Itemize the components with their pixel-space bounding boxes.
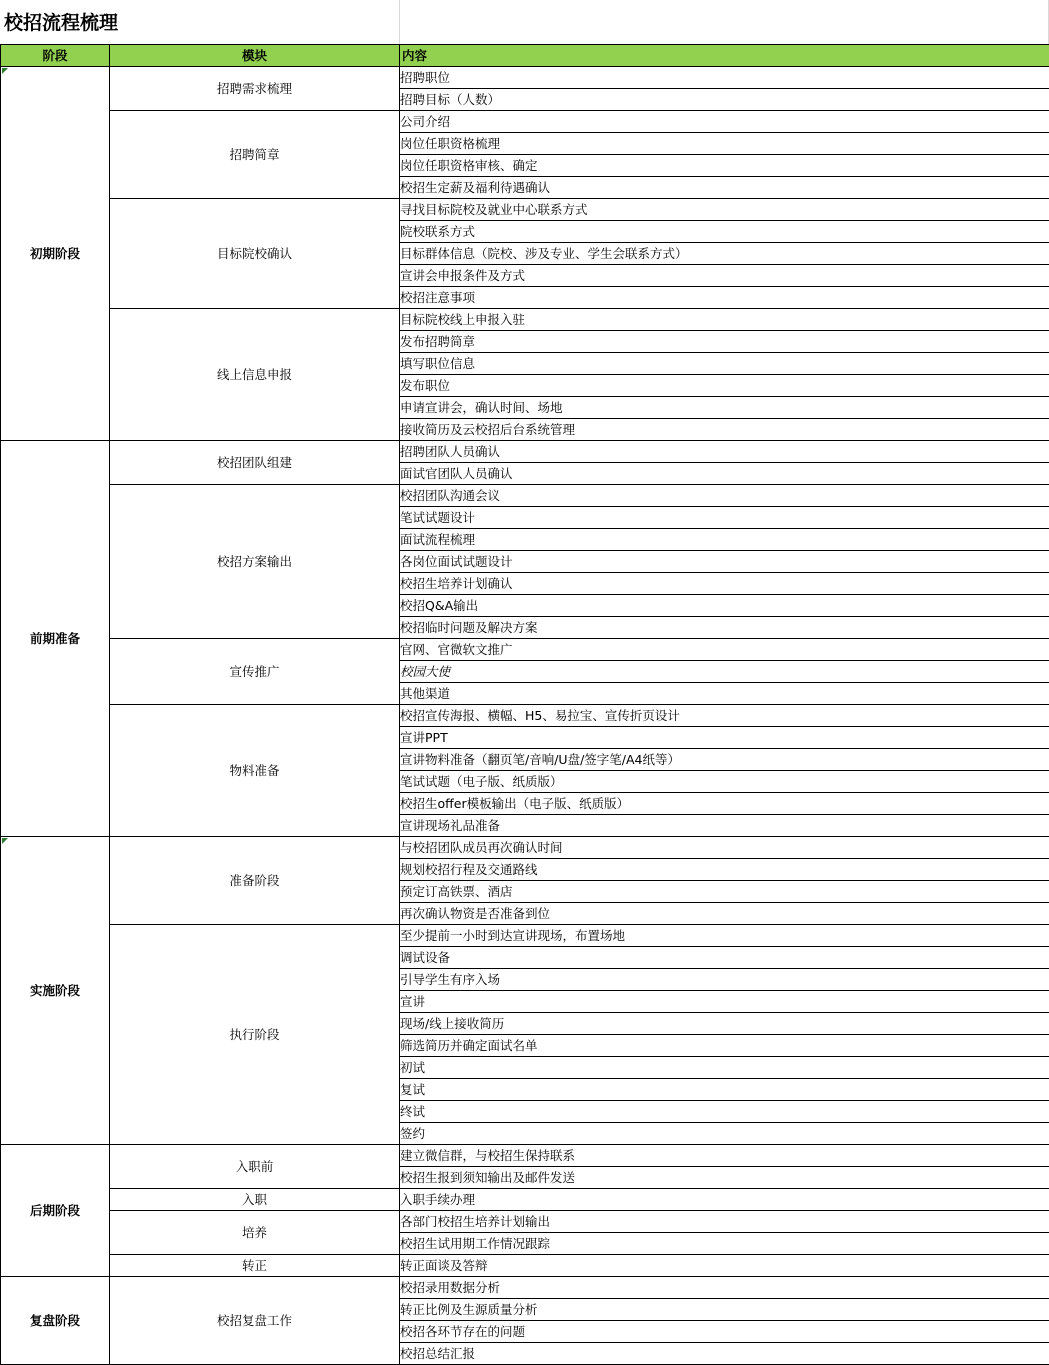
title-row	[0, 0, 1049, 44]
content-cell[interactable]: 规划校招行程及交通路线	[400, 859, 1049, 881]
content-cell[interactable]: 校招生定薪及福利待遇确认	[400, 177, 1049, 199]
module-cell[interactable]: 招聘需求梳理	[110, 67, 400, 111]
content-cell[interactable]: 宣讲会申报条件及方式	[400, 265, 1049, 287]
module-cell[interactable]: 校招复盘工作	[110, 1277, 400, 1365]
content-cell[interactable]: 申请宣讲会，确认时间、场地	[400, 397, 1049, 419]
table-row	[1, 309, 1049, 331]
table-row	[1, 199, 1049, 221]
content-cell[interactable]: 各岗位面试试题设计	[400, 551, 1049, 573]
comment-indicator-icon	[2, 68, 8, 74]
module-cell[interactable]: 培养	[110, 1211, 400, 1255]
content-cell[interactable]: 寻找目标院校及就业中心联系方式	[400, 199, 1049, 221]
sheet-title: 校招流程梳理	[4, 12, 119, 34]
table-row	[1, 1255, 1049, 1277]
table-row	[1, 837, 1049, 859]
comment-indicator-icon	[2, 838, 8, 844]
content-cell[interactable]: 校招录用数据分析	[400, 1277, 1049, 1299]
gridline	[399, 0, 400, 44]
table-row	[1, 1211, 1049, 1233]
module-cell[interactable]: 入职前	[110, 1145, 400, 1189]
module-cell[interactable]: 线上信息申报	[110, 309, 400, 441]
table-row	[1, 705, 1049, 727]
content-cell[interactable]: 入职手续办理	[400, 1189, 1049, 1211]
content-cell[interactable]: 接收简历及云校招后台系统管理	[400, 419, 1049, 441]
content-cell[interactable]: 校招总结汇报	[400, 1343, 1049, 1365]
content-cell[interactable]: 面试流程梳理	[400, 529, 1049, 551]
content-cell[interactable]: 校招临时问题及解决方案	[400, 617, 1049, 639]
content-cell[interactable]: 岗位任职资格梳理	[400, 133, 1049, 155]
table-row	[1, 925, 1049, 947]
content-cell[interactable]: 招聘团队人员确认	[400, 441, 1049, 463]
content-cell[interactable]: 建立微信群，与校招生保持联系	[400, 1145, 1049, 1167]
content-cell[interactable]: 调试设备	[400, 947, 1049, 969]
stage-cell[interactable]: 后期阶段	[1, 1145, 110, 1277]
content-cell[interactable]: 岗位任职资格审核、确定	[400, 155, 1049, 177]
content-cell[interactable]: 初试	[400, 1057, 1049, 1079]
content-cell[interactable]: 公司介绍	[400, 111, 1049, 133]
module-cell[interactable]: 执行阶段	[110, 925, 400, 1145]
module-cell[interactable]: 校招方案输出	[110, 485, 400, 639]
content-cell[interactable]: 校招生offer模板输出（电子版、纸质版）	[400, 793, 1049, 815]
content-cell[interactable]: 校招团队沟通会议	[400, 485, 1049, 507]
table-row	[1, 111, 1049, 133]
content-cell[interactable]: 再次确认物资是否准备到位	[400, 903, 1049, 925]
content-cell[interactable]: 笔试试题（电子版、纸质版）	[400, 771, 1049, 793]
content-cell[interactable]: 至少提前一小时到达宣讲现场，布置场地	[400, 925, 1049, 947]
table-row	[1, 639, 1049, 661]
stage-cell[interactable]: 初期阶段	[1, 67, 110, 441]
module-cell[interactable]: 招聘简章	[110, 111, 400, 199]
content-cell[interactable]: 预定订高铁票、酒店	[400, 881, 1049, 903]
content-cell[interactable]: 筛选简历并确定面试名单	[400, 1035, 1049, 1057]
table-row	[1, 67, 1049, 89]
module-cell[interactable]: 宣传推广	[110, 639, 400, 705]
content-cell[interactable]: 转正面谈及答辩	[400, 1255, 1049, 1277]
module-cell[interactable]: 物料准备	[110, 705, 400, 837]
content-cell[interactable]: 宣讲	[400, 991, 1049, 1013]
table-row	[1, 1277, 1049, 1299]
content-cell[interactable]: 目标院校线上申报入驻	[400, 309, 1049, 331]
header-row	[1, 45, 1049, 67]
content-cell[interactable]: 宣讲现场礼品准备	[400, 815, 1049, 837]
module-cell[interactable]: 入职	[110, 1189, 400, 1211]
module-cell[interactable]: 准备阶段	[110, 837, 400, 925]
table-row	[1, 441, 1049, 463]
content-cell[interactable]: 笔试试题设计	[400, 507, 1049, 529]
content-cell[interactable]: 与校招团队成员再次确认时间	[400, 837, 1049, 859]
module-cell[interactable]: 校招团队组建	[110, 441, 400, 485]
content-cell[interactable]: 签约	[400, 1123, 1049, 1145]
content-cell[interactable]: 校招生报到须知输出及邮件发送	[400, 1167, 1049, 1189]
content-cell[interactable]: 宣讲PPT	[400, 727, 1049, 749]
content-cell[interactable]: 各部门校招生培养计划输出	[400, 1211, 1049, 1233]
content-cell[interactable]: 校招生培养计划确认	[400, 573, 1049, 595]
content-cell[interactable]: 校招宣传海报、横幅、H5、易拉宝、宣传折页设计	[400, 705, 1049, 727]
content-cell[interactable]: 校招注意事项	[400, 287, 1049, 309]
content-cell[interactable]: 发布职位	[400, 375, 1049, 397]
content-cell[interactable]: 校招Q&A输出	[400, 595, 1049, 617]
content-cell[interactable]: 校招生试用期工作情况跟踪	[400, 1233, 1049, 1255]
content-cell[interactable]: 面试官团队人员确认	[400, 463, 1049, 485]
content-cell[interactable]: 终试	[400, 1101, 1049, 1123]
content-cell[interactable]: 院校联系方式	[400, 221, 1049, 243]
content-cell[interactable]: 复试	[400, 1079, 1049, 1101]
content-cell[interactable]: 目标群体信息（院校、涉及专业、学生会联系方式）	[400, 243, 1049, 265]
stage-cell[interactable]: 复盘阶段	[1, 1277, 110, 1365]
table-body	[1, 67, 1049, 1365]
content-cell[interactable]: 发布招聘简章	[400, 331, 1049, 353]
content-cell[interactable]: 校园大使	[400, 661, 1049, 683]
table-row	[1, 485, 1049, 507]
header-stage[interactable]: 阶段	[1, 45, 110, 67]
content-cell[interactable]: 招聘目标（人数）	[400, 89, 1049, 111]
content-cell[interactable]: 转正比例及生源质量分析	[400, 1299, 1049, 1321]
header-content[interactable]: 内容	[400, 45, 1049, 67]
content-cell[interactable]: 现场/线上接收简历	[400, 1013, 1049, 1035]
content-cell[interactable]: 其他渠道	[400, 683, 1049, 705]
module-cell[interactable]: 转正	[110, 1255, 400, 1277]
table-row	[1, 1189, 1049, 1211]
content-cell[interactable]: 引导学生有序入场	[400, 969, 1049, 991]
content-cell[interactable]: 宣讲物料准备（翻页笔/音响/U盘/签字笔/A4纸等）	[400, 749, 1049, 771]
stage-cell[interactable]: 前期准备	[1, 441, 110, 837]
header-module[interactable]: 模块	[110, 45, 400, 67]
process-table	[0, 44, 1049, 1365]
content-cell[interactable]: 官网、官微软文推广	[400, 639, 1049, 661]
content-cell[interactable]: 招聘职位	[400, 67, 1049, 89]
content-cell[interactable]: 校招各环节存在的问题	[400, 1321, 1049, 1343]
module-cell[interactable]: 目标院校确认	[110, 199, 400, 309]
content-cell[interactable]: 填写职位信息	[400, 353, 1049, 375]
stage-cell[interactable]: 实施阶段	[1, 837, 110, 1145]
table-row	[1, 1145, 1049, 1167]
